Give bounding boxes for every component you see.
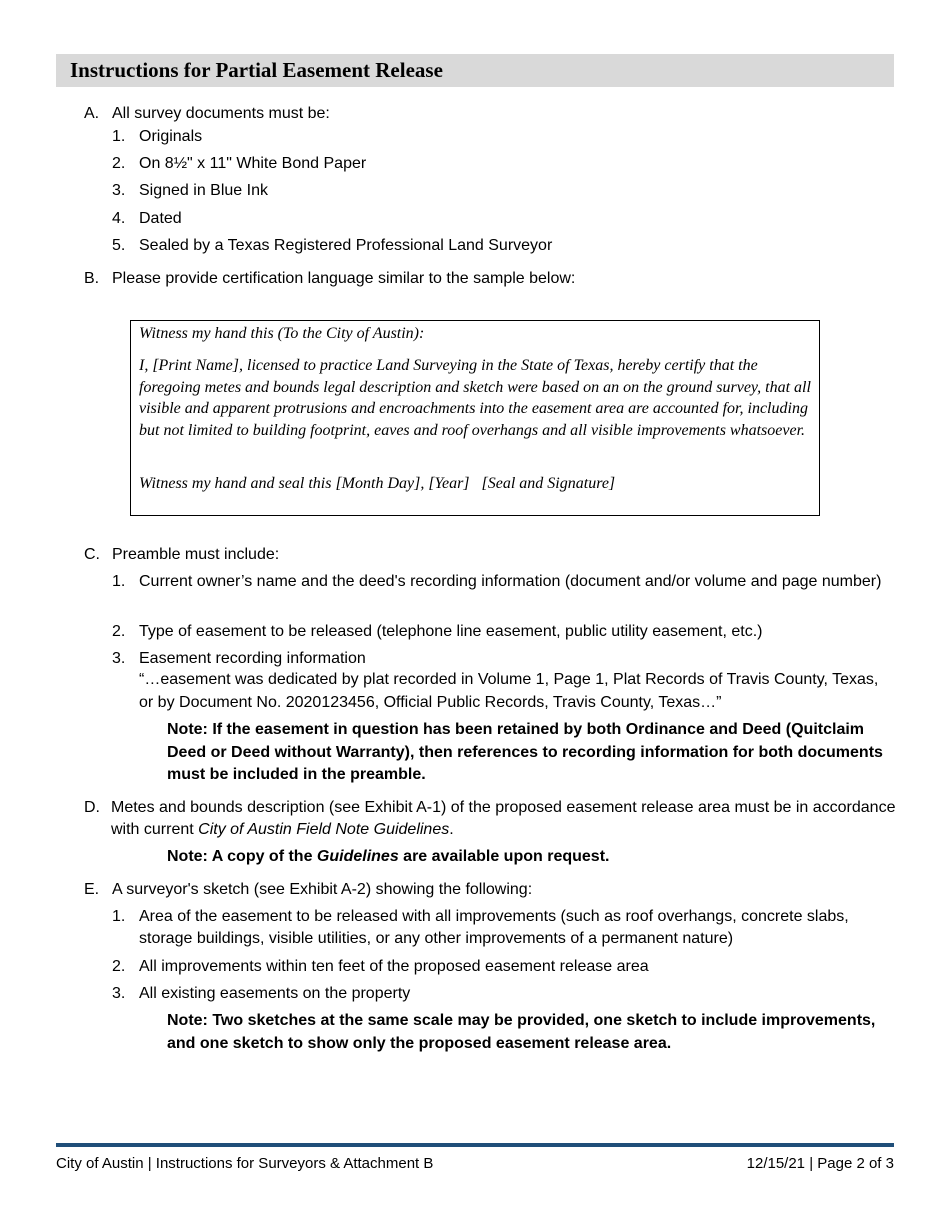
section-marker: A.: [84, 105, 100, 122]
section-marker: B.: [84, 270, 100, 287]
guidelines-title: City of Austin Field Note Guidelines: [198, 821, 450, 838]
section-d-marker-row: [84, 797, 112, 819]
recording-quote: “…easement was dedicated by plat recorded in Volume 1, Page 1, Plat Records of Travis County, Texas, or by Document No. 2020123456, Official Public Records, Travis County, Texas…”: [139, 671, 879, 711]
section-e: [84, 879, 532, 901]
section-marker: E.: [84, 881, 100, 898]
section-a: [84, 103, 330, 125]
section-marker: C.: [84, 546, 100, 563]
section-marker: D.: [84, 799, 100, 816]
footer-page-number: 12/15/21 | Page 2 of 3: [746, 1155, 894, 1172]
section-text: Preamble must include:: [112, 546, 280, 563]
note-guidelines: Note: A copy of the Guidelines are available upon request.: [167, 848, 610, 865]
section-text: A surveyor's sketch (see Exhibit A-2) showing the following:: [112, 881, 533, 898]
section-c: [84, 544, 279, 566]
footer-rule: [56, 1143, 894, 1147]
section-d-text: Metes and bounds description (see Exhibit A-1) of the proposed easement release area must be in accordance with current City of Austin Field Note Guidelines.: [111, 799, 896, 838]
note-preamble: Note: If the easement in question has been retained by both Ordinance and Deed (Quitclaim Deed or Deed without Warranty), then references to recording information for both documents must be included in the preamble.: [167, 721, 883, 783]
list-item: 1. Current owner’s name and the deed's recording information (document and/or volume and page number): [112, 573, 882, 590]
footer-left: City of Austin | Instructions for Surveyors & Attachment B: [56, 1155, 434, 1172]
section-text: All survey documents must be:: [112, 105, 330, 122]
cert-line: Witness my hand and seal this [Month Day], [Year] [Seal and Signature]: [139, 475, 616, 492]
list-item: 1. Area of the easement to be released with all improvements (such as roof overhangs, concrete slabs, storage buildings, visible utilities, or any other improvements of a permanent nature): [112, 908, 849, 947]
page-title: Instructions for Partial Easement Release: [56, 54, 894, 87]
certification-box: [130, 320, 820, 516]
section-b: [84, 268, 575, 290]
cert-line: Witness my hand this (To the City of Austin):: [139, 325, 425, 342]
section-text: Please provide certification language similar to the sample below:: [112, 270, 576, 287]
note-sketches: Note: Two sketches at the same scale may be provided, one sketch to include improvements, and one sketch to show only the proposed easement release area.: [167, 1012, 876, 1052]
cert-paragraph: I, [Print Name], licensed to practice Land Surveying in the State of Texas, hereby certify that the foregoing metes and bounds legal description and sketch were based on an on the ground survey, that all visible and apparent protrusions and encroachments into the easement area are accounted for, including but not limited to building footprint, eaves and roof overhangs and all visible improvements whatsoever.: [139, 357, 811, 439]
